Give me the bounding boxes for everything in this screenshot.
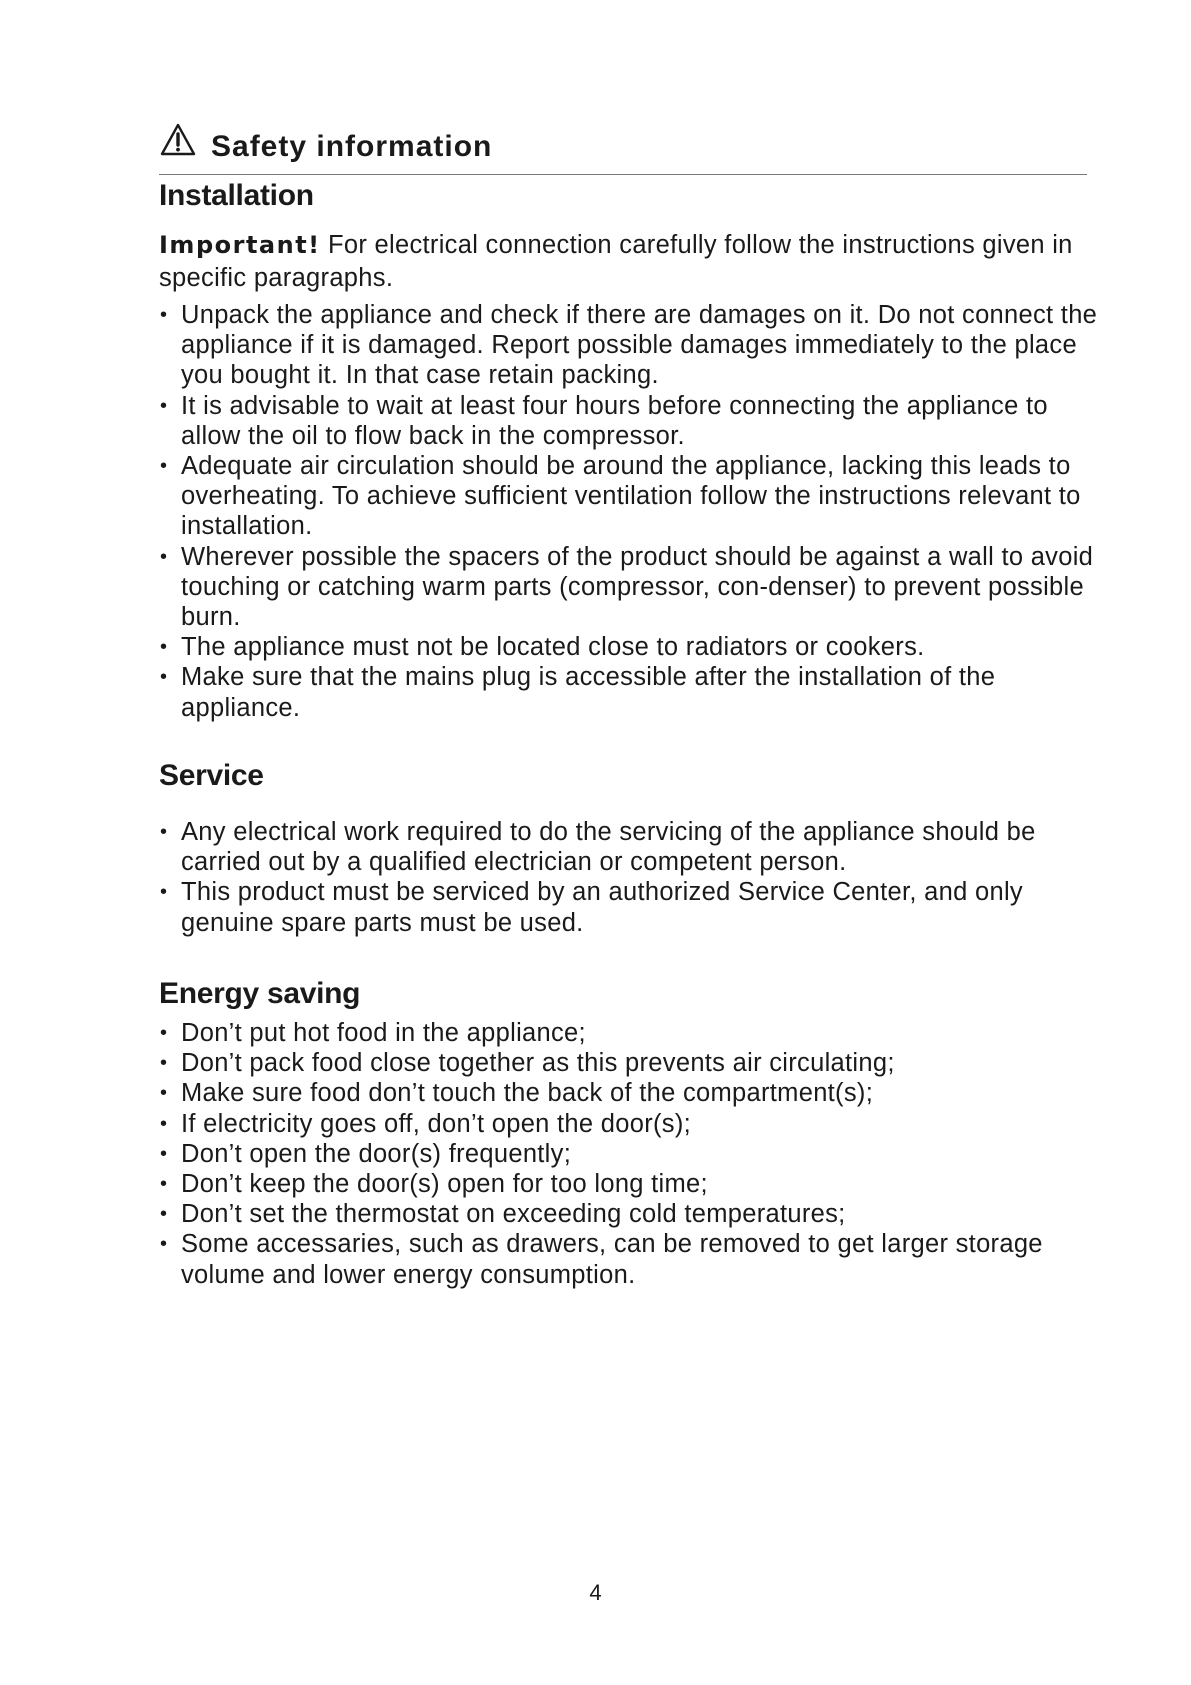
list-item: • If electricity goes off, don’t open the door(s); xyxy=(159,1109,1099,1139)
warning-triangle-icon xyxy=(159,122,197,158)
safety-header xyxy=(159,118,1087,175)
important-label: Important! xyxy=(159,231,321,259)
list-item: • Don’t pack food close together as this prevents air circulating; xyxy=(159,1048,1099,1078)
important-text: For electrical connection carefully follow the instructions given in specific paragraphs. xyxy=(159,231,1073,292)
list-item: • Any electrical work required to do the servicing of the appliance should be carried out by a qualified electrician or competent person. xyxy=(159,817,1099,877)
list-item: • Adequate air circulation should be around the appliance, lacking this leads to overheating. To achieve sufficient ventilation follow the instructions relevant to installation. xyxy=(159,451,1099,542)
list-item: • Don’t open the door(s) frequently; xyxy=(159,1139,1099,1169)
list-item: • Unpack the appliance and check if there are damages on it. Do not connect the appliance if it is damaged. Report possible damages immediately to the place you bought it. In that case retain packing. xyxy=(159,300,1099,391)
list-item: • This product must be serviced by an authorized Service Center, and only genuine spare parts must be used. xyxy=(159,877,1099,937)
service-list xyxy=(159,817,1099,938)
list-item: • Don’t keep the door(s) open for too long time; xyxy=(159,1169,1099,1199)
list-item: • Wherever possible the spacers of the product should be against a wall to avoid touching or catching warm parts (compressor, con-denser) to prevent possible burn. xyxy=(159,542,1099,633)
installation-heading: Installation xyxy=(159,179,314,212)
service-heading: Service xyxy=(159,759,264,792)
list-item: • It is advisable to wait at least four hours before connecting the appliance to allow the oil to flow back in the compressor. xyxy=(159,391,1099,451)
energy-saving-list xyxy=(159,1018,1099,1290)
list-item: • Make sure food don’t touch the back of the compartment(s); xyxy=(159,1078,1099,1108)
page-number: 4 xyxy=(589,1580,602,1605)
manual-page xyxy=(159,0,1098,1685)
list-item: • The appliance must not be located close to radiators or cookers. xyxy=(159,632,1099,662)
page-title: Safety information xyxy=(211,130,493,163)
list-item: • Make sure that the mains plug is accessible after the installation of the appliance. xyxy=(159,662,1099,722)
energy-saving-heading: Energy saving xyxy=(159,977,361,1010)
list-item: • Don’t set the thermostat on exceeding cold temperatures; xyxy=(159,1199,1099,1229)
installation-list xyxy=(159,300,1099,723)
important-note xyxy=(159,229,1087,295)
list-item: • Don’t put hot food in the appliance; xyxy=(159,1018,1099,1048)
list-item: • Some accessaries, such as drawers, can be removed to get larger storage volume and lower energy consumption. xyxy=(159,1229,1099,1289)
